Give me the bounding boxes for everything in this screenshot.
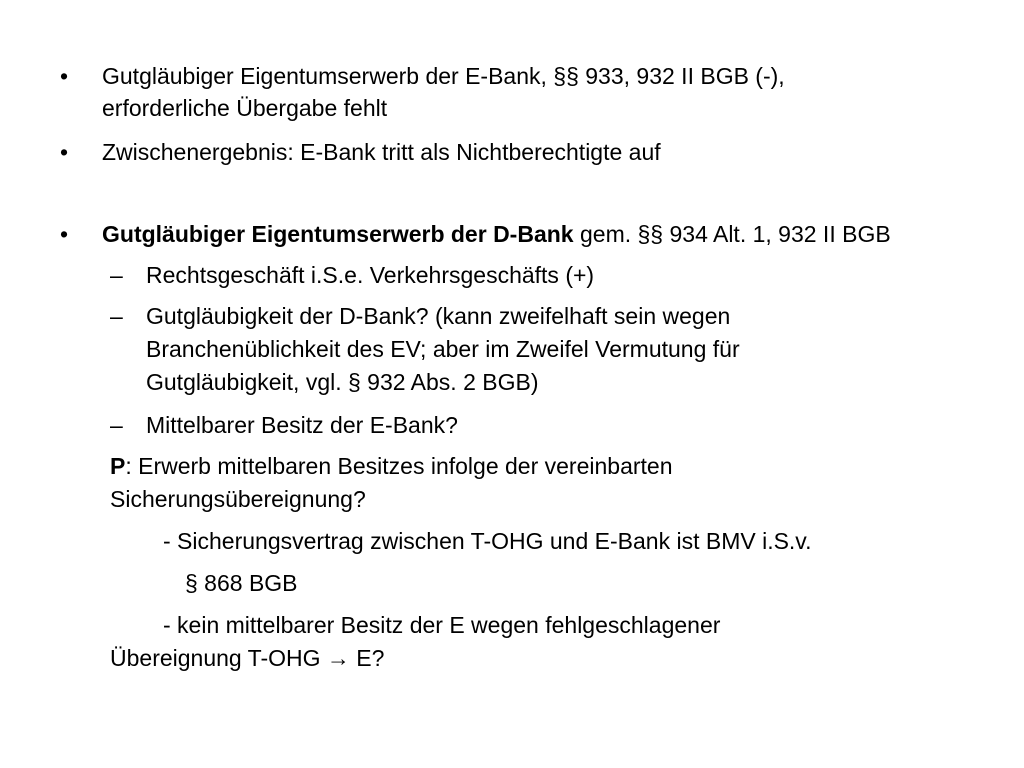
bullet-dot: • [60, 221, 69, 247]
point-2-line-1: - kein mittelbarer Besitz der E wegen fehlgeschlagener [163, 612, 721, 638]
sub-bullet-3-line-1: Mittelbarer Besitz der E-Bank? [146, 412, 458, 438]
bullet-2-line-1: Zwischenergebnis: E-Bank tritt als Nichtberechtigte auf [102, 139, 661, 165]
bullet-1-line-2: erforderliche Übergabe fehlt [102, 95, 388, 121]
bullet-1-line-1: Gutgläubiger Eigentumserwerb der E-Bank, §§ 933, 932 II BGB (-), [102, 63, 785, 89]
problem-text: : Erwerb mittelbaren Besitzes infolge der vereinbarten [125, 453, 673, 479]
bullet-dot: • [60, 139, 69, 165]
bullet-3-line-1 [102, 219, 891, 249]
problem-line-1 [110, 451, 673, 481]
point-1-line-2: § 868 BGB [185, 570, 298, 596]
sub-bullet-dash: – [110, 262, 123, 288]
problem-line-2: Sicherungsübereignung? [110, 486, 366, 512]
bullet-dot: • [60, 63, 69, 89]
sub-bullet-2-line-1: Gutgläubigkeit der D-Bank? (kann zweifelhaft sein wegen [146, 303, 731, 329]
bullet-3-rest: gem. §§ 934 Alt. 1, 932 II BGB [573, 221, 891, 247]
sub-bullet-dash: – [110, 303, 123, 329]
sub-bullet-dash: – [110, 412, 123, 438]
bullet-3-bold: Gutgläubiger Eigentumserwerb der D-Bank [102, 221, 574, 247]
sub-bullet-2-line-2: Branchenüblichkeit des EV; aber im Zweifel Vermutung für [146, 336, 740, 362]
problem-label: P [110, 453, 126, 479]
point-1-line-1: - Sicherungsvertrag zwischen T-OHG und E-Bank ist BMV i.S.v. [163, 528, 812, 554]
point-2-line-2: Übereignung T-OHG → E? [110, 645, 385, 671]
sub-bullet-1-line-1: Rechtsgeschäft i.S.e. Verkehrsgeschäfts (+) [146, 262, 595, 288]
sub-bullet-2-line-3: Gutgläubigkeit, vgl. § 932 Abs. 2 BGB) [146, 369, 539, 395]
